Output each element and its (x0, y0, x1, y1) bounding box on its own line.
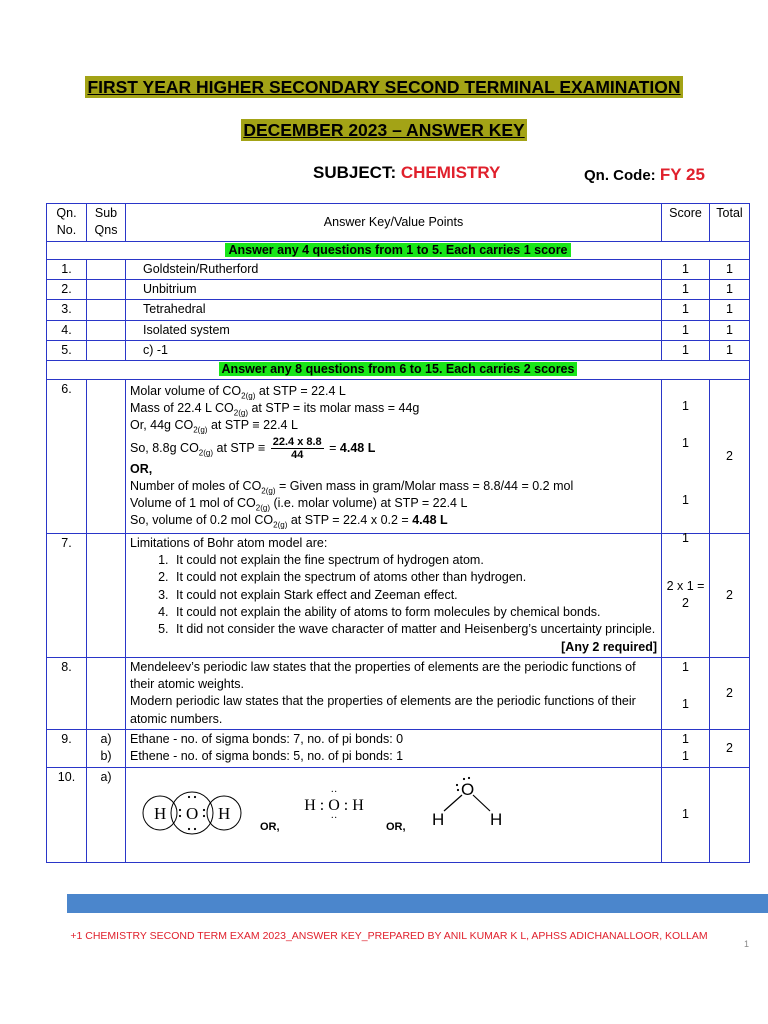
or-label-1: OR, (260, 820, 280, 833)
q8-line: Mendeleev’s periodic law states that the properties of elements are the periodic functions of their atomic weights. (130, 659, 636, 692)
table-row (47, 300, 750, 320)
list-item: 3. It could not explain Stark effect and Zeeman effect. (172, 587, 657, 604)
total: 1 (710, 300, 750, 320)
q9-line: Ethane - no. of sigma bonds: 7, no. of pi bonds: 0 (130, 732, 404, 747)
score: 1 (662, 320, 710, 340)
qn-number: 7. (47, 533, 87, 657)
sub-qn (87, 533, 126, 657)
answer-text: Goldstein/Rutherford (126, 259, 662, 279)
qn-number: 3. (47, 300, 87, 320)
footer-credit: +1 CHEMISTRY SECOND TERM EXAM 2023_ANSWER KEY_PREPARED BY ANIL KUMAR K L, APHSS ADICHANALLOOR, KOLLAM (70, 930, 708, 942)
answer-text: Tetrahedral (126, 300, 662, 320)
section-band-1 (47, 241, 750, 259)
answer-q10 (126, 767, 662, 862)
any-2-required-note: [Any 2 required] (561, 639, 657, 654)
score: 1 (682, 530, 689, 545)
svg-text:H: H (218, 803, 231, 823)
table-row-q6 (47, 379, 750, 533)
list-item: 4. It could not explain the ability of atoms to form molecules by chemical bonds. (172, 604, 657, 621)
header-qn-no: Qn. No. (47, 204, 87, 242)
qn-number: 2. (47, 280, 87, 300)
q9-line: Ethene - no. of sigma bonds: 5, no. of pi bonds: 1 (130, 749, 404, 764)
section-1-label: Answer any 4 questions from 1 to 5. Each carries 1 score (225, 243, 570, 257)
qn-number: 6. (47, 379, 87, 533)
q9-scores (662, 730, 710, 768)
subject-row (0, 163, 768, 187)
q6-line: So, 8.8g $CO_{2(g)}$ at STP ≡ $\frac{22.4 x 8.8}{44}$ = 4.48 L (130, 435, 376, 461)
exam-title: FIRST YEAR HIGHER SECONDARY SECOND TERMINAL EXAMINATION (87, 77, 681, 97)
answer-q7 (126, 533, 662, 657)
qn-number: 9. (47, 730, 87, 768)
header-sub-qns: Sub Qns (87, 204, 126, 242)
qn-number: 5. (47, 341, 87, 361)
q7-intro: Limitations of Bohr atom model are: (130, 535, 328, 550)
water-bent-structure-diagram (426, 773, 516, 829)
score: 1 (682, 749, 689, 764)
qn-number: 8. (47, 657, 87, 729)
q8-scores (662, 657, 710, 729)
score: 2 x 1 = 2 (662, 533, 710, 657)
sub-qn (87, 657, 126, 729)
header-score: Score (662, 204, 710, 242)
q8-line: Modern periodic law states that the properties of elements are the periodic functions of their atomic numbers. (130, 694, 636, 726)
subject-value: CHEMISTRY (400, 163, 501, 182)
q6-line: So, volume of 0.2 mol $CO_{2(g)}$ at STP = 22.4 x 0.2 = 4.48 L (130, 513, 448, 530)
water-lewis-circles-diagram (136, 783, 246, 843)
score: 1 (682, 398, 689, 413)
svg-text:O: O (461, 779, 475, 799)
score: 1 (682, 659, 689, 674)
score: 1 (682, 435, 689, 450)
page-number: 1 (744, 939, 750, 949)
list-item: 5. It did not consider the wave character of matter and Heisenberg’s uncertainty principle. [Any 2 required] (172, 621, 657, 638)
table-row-q9 (47, 730, 750, 768)
total: 1 (710, 341, 750, 361)
answer-text: Unbitrium (126, 280, 662, 300)
total (710, 767, 750, 862)
answer-q6 (126, 379, 662, 533)
sub-qn: a) (87, 767, 126, 862)
list-item: 2. It could not explain the spectrum of atoms other than hydrogen. (172, 569, 657, 586)
total: 2 (710, 657, 750, 729)
score: 1 (662, 300, 710, 320)
table-row-q7 (47, 533, 750, 657)
table-row (47, 259, 750, 279)
question-code-value: FY 25 (659, 165, 705, 184)
q6-line: Mass of 22.4 L $CO_{2(g)}$ at STP = its molar mass = 44g (130, 400, 420, 418)
or-label-2: OR, (386, 820, 406, 833)
table-row (47, 320, 750, 340)
header-answer: Answer Key/Value Points (126, 204, 662, 242)
answer-key-title: DECEMBER 2023 – ANSWER KEY (243, 120, 525, 140)
q6-line: Volume of 1 mol of $CO_{2(g)}$ (i.e. molar volume) at STP = 22.4 L (130, 496, 468, 513)
svg-text:O: O (186, 803, 199, 823)
qn-number: 4. (47, 320, 87, 340)
section-band-2 (47, 361, 750, 379)
limitations-list (130, 552, 657, 654)
answer-text: Isolated system (126, 320, 662, 340)
sub-qn (87, 379, 126, 533)
score: 1 (682, 732, 689, 747)
section-2-label: Answer any 8 questions from 6 to 15. Each carries 2 scores (219, 362, 578, 376)
total: 1 (710, 320, 750, 340)
svg-text:H: H (432, 809, 445, 829)
score: 1 (682, 492, 689, 507)
total: 1 (710, 259, 750, 279)
score: 1 (662, 259, 710, 279)
svg-text:H: H (154, 803, 167, 823)
score: 1 (662, 767, 710, 862)
total: 2 (710, 730, 750, 768)
total: 1 (710, 280, 750, 300)
table-row-q8 (47, 657, 750, 729)
total: 2 (710, 379, 750, 533)
footer-bar (67, 894, 768, 913)
svg-text:H: H (490, 809, 503, 829)
table-row (47, 341, 750, 361)
sub-qn: a) b) (87, 730, 126, 768)
water-structures (130, 769, 657, 841)
question-code: Qn. Code: FY 25 (584, 165, 705, 184)
sub-qn (87, 259, 126, 279)
sub-qn (87, 341, 126, 361)
header-total: Total (710, 204, 750, 242)
water-lewis-dots-diagram: ·· H : O : H ·· (304, 786, 364, 824)
list-item: 1. It could not explain the fine spectrum of hydrogen atom. (172, 552, 657, 569)
q6-line: Molar volume of $CO_{2(g)}$ at STP = 22.4 L (130, 383, 346, 401)
answer-q8 (126, 657, 662, 729)
table-row-q10 (47, 767, 750, 862)
answer-text: c) -1 (126, 341, 662, 361)
score: 1 (662, 280, 710, 300)
table-header-row (47, 204, 750, 242)
sub-qn (87, 280, 126, 300)
q6-line: Number of moles of $CO_{2(g)}$ = Given mass in gram/Molar mass = 8.8/44 = 0.2 mol (130, 478, 574, 496)
sub-qn (87, 320, 126, 340)
table-row (47, 280, 750, 300)
sub-qn (87, 300, 126, 320)
qn-number: 1. (47, 259, 87, 279)
total: 2 (710, 533, 750, 657)
q6-scores (662, 379, 710, 545)
score: 1 (682, 696, 689, 711)
subject-label: SUBJECT: CHEMISTRY (313, 163, 501, 182)
q6-line: Or, 44g $CO_{2(g)}$ at STP ≡ 22.4 L (130, 418, 298, 435)
answer-key-table (46, 203, 750, 863)
fraction: $\frac{22.4 x 8.8}{44}$ (272, 435, 322, 461)
score: 1 (662, 341, 710, 361)
qn-number: 10. (47, 767, 87, 862)
answer-q9 (126, 730, 662, 768)
q6-or: OR, (130, 461, 153, 476)
